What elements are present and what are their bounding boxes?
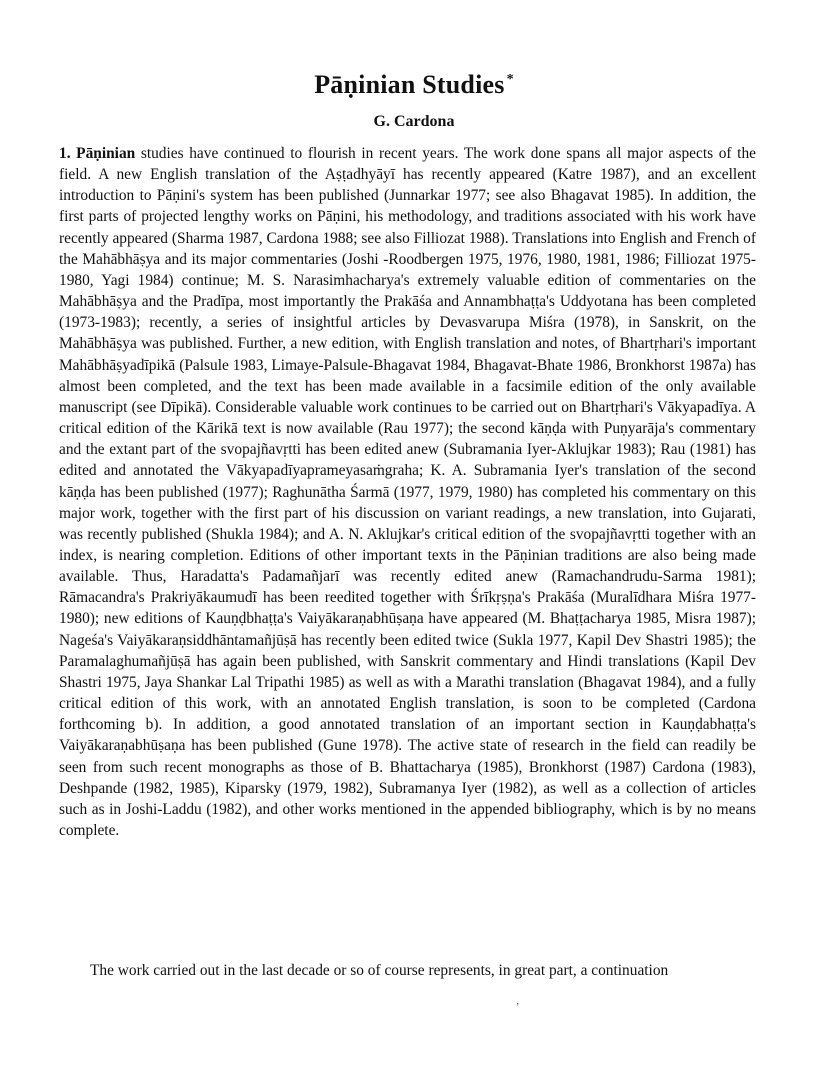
paragraph-2: The work carried out in the last decade or so of course represents, in great part, a continuation [90, 962, 669, 979]
paragraph-1-lead: 1. Pāṇinian [59, 145, 136, 162]
scan-speck: ’ [516, 1002, 520, 1013]
title-footnote-mark: * [506, 72, 514, 88]
title-text: Pāṇinian Studies [314, 70, 505, 99]
paragraph-1-text: studies have continued to flourish in recent years. The work done spans all major aspects of the field. A new English translation of the Aṣṭadhyāyī has recently appeared (Katre 1987), and an excellent introduction to Pāṇini's system has been published (Junnarkar 1977; see also Bhagavat 1985). In addition, the first parts of projected lengthy works on Pāṇini, his methodology, and traditions associated with his work have recently appeared (Sharma 1987, Cardona 1988; see also Filliozat 1988). Translations into English and French of the Mahābhāṣya and its major commentaries (Joshi -Roodbergen 1975, 1976, 1980, 1981, 1986; Filliozat 1975-1980, Yagi 1984) continue; M. S. Narasimhacharya's extremely valuable edition of commentaries on the Mahābhāṣya and the Pradīpa, most importantly the Prakāśa and Annambhaṭṭa's Uddyotana has been completed (1973-1983); recently, a series of insightful articles by Devasvarupa Miśra (1978), in Sanskrit, on the Mahābhāṣya was published. Further, a new edition, with English translation and notes, of Bhartṛhari's important Mahābhāṣyadīpikā (Palsule 1983, Limaye-Palsule-Bhagavat 1984, Bhagavat-Bhate 1986, Bronkhorst 1987a) has almost been completed, and the text has been made available in a facsimile edition of the only available manuscript (see Dīpikā). Considerable valuable work continues to be carried out on Bhartṛhari's Vākyapadīya. A critical edition of the Kārikā text is now available (Rau 1977); the second kāṇḍa with Puṇyarāja's commentary and the extant part of the svopajñavṛtti has been edited anew (Subramania Iyer-Aklujkar 1983); Rau (1981) has edited and annotated the Vākyapadīyaprameyasaṁgraha; K. A. Subramania Iyer's translation of the second kāṇḍa has been published (1977); Raghunātha Śarmā (1977, 1979, 1980) has completed his commentary on this major work, together with the first part of his discussion on variant readings, a new translation, into Gujarati, was recently published (Shukla 1984); and A. N. Aklujkar's critical edition of the svopajñavṛtti together with an index, is nearing completion. Editions of other important texts in the Pāṇinian traditions are also being made available. Thus, Haradatta's Padamañjarī was recently edited anew (Ramachandrudu-Sarma 1981); Rāmacandra's Prakriyākaumudī has been reedited together with Śrīkṛṣṇa's Prakāśa (Muralīdhara Miśra 1977-1980); new editions of Kauṇḍbhaṭṭa's Vaiyākaraṇabhūṣaṇa have appeared (M. Bhaṭṭacharya 1985, Misra 1987); Nageśa's Vaiyākaraṇsiddhāntamañjūṣā has recently been edited twice (Sukla 1977, Kapil Dev Shastri 1985); the Paramalaghumañjūṣā has again been published, with Sanskrit commentary and Hindi translations (Kapil Dev Shastri 1975, Jaya Shankar Lal Tripathi 1985) as well as with a Marathi translation (Bhagavat 1984), and a fully critical edition of this work, with an annotated English translation, is soon to be completed (Cardona forthcoming b). In addition, a good annotated translation of an important section in Kauṇḍabhaṭṭa's Vaiyākaraṇabhūṣaṇa has been published (Gune 1978). The active state of research in the field can readily be seen from such recent monographs as those of B. Bhattacharya (1985), Bronkhorst (1987) Cardona (1983), Deshpande (1982, 1985), Kiparsky (1979, 1982), Subramanya Iyer (1982), as well as a collection of articles such as in Joshi-Laddu (1982), and other works mentioned in the appended bibliography, which is by no means complete. [59, 145, 756, 839]
paper-title [0, 70, 828, 100]
author-name: G. Cardona [373, 113, 455, 130]
paragraph-1 [59, 143, 756, 841]
